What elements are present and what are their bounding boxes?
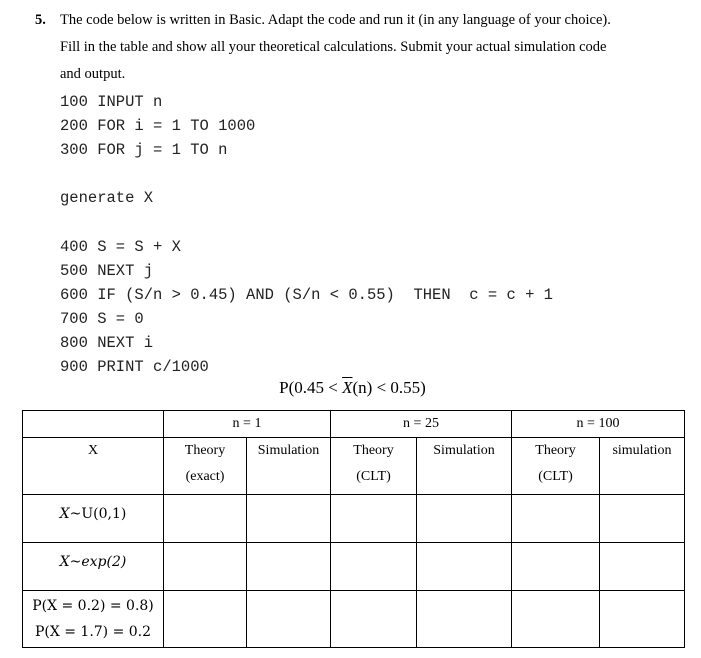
code-generate-line: generate X [60,189,154,207]
col-theory-clt-n25: Theory (CLT) [331,438,417,495]
question-line-2: Fill in the table and show all your theoretical calculations. Submit your actual simulation code [60,39,607,55]
answer-cell[interactable] [417,495,512,543]
table-row [23,495,685,543]
answer-cell[interactable] [417,591,512,648]
subheader-row [23,438,685,495]
answer-cell[interactable] [600,495,685,543]
answer-cell[interactable] [331,543,417,591]
group-header-row [23,411,685,438]
answer-cell[interactable] [512,495,600,543]
group-header-n1: n = 1 [164,411,331,438]
answer-cell[interactable] [512,543,600,591]
col-theory-exact-n1: Theory (exact) [164,438,247,495]
empty-corner-cell [23,411,164,438]
code-line: 400 S = S + X [60,238,181,256]
answer-cell[interactable] [331,495,417,543]
question-line-1: The code below is written in Basic. Adapt the code and run it (in any language of your choice). [60,12,611,28]
answer-cell[interactable] [164,543,247,591]
x-bar-symbol: $\overline{X}$ [342,378,353,397]
answer-cell[interactable] [417,543,512,591]
answer-cell[interactable] [331,591,417,648]
col-simulation-n100: simulation [600,438,685,495]
group-header-n25: n = 25 [331,411,512,438]
answer-cell[interactable] [600,543,685,591]
code-line: 500 NEXT j [60,262,154,280]
table-row [23,591,685,648]
table-row [23,543,685,591]
col-simulation-n25: Simulation [417,438,512,495]
probability-expression: $P(0.45 < \overline{X}(n) < 0.55)$ [279,378,426,397]
row-label-discrete: P(X = 0.2) = 0.8) P(X = 1.7) = 0.2 [23,591,164,648]
question-number: 5. [35,12,46,28]
answer-cell[interactable] [512,591,600,648]
code-line: 300 FOR j = 1 TO n [60,141,228,159]
x-column-header: X [23,438,164,495]
answer-cell[interactable] [600,591,685,648]
code-line: 600 IF (S/n > 0.45) AND (S/n < 0.55) THEN c = c + 1 [60,286,553,304]
answer-cell[interactable] [164,591,247,648]
row-label-uniform: X~U(0,1) [23,495,164,543]
question-line-3: and output. [60,66,126,82]
code-line: 700 S = 0 [60,310,144,328]
code-line: 800 NEXT i [60,334,154,352]
results-table [22,410,685,648]
answer-cell[interactable] [164,495,247,543]
answer-cell[interactable] [247,591,331,648]
answer-cell[interactable] [247,495,331,543]
answer-cell[interactable] [247,543,331,591]
code-line: 200 FOR i = 1 TO 1000 [60,117,256,135]
row-label-exponential: X~exp(2) [23,543,164,591]
code-line: 900 PRINT c/1000 [60,358,209,376]
code-line: 100 INPUT n [60,93,163,111]
group-header-n100: n = 100 [512,411,685,438]
col-simulation-n1: Simulation [247,438,331,495]
col-theory-clt-n100: Theory (CLT) [512,438,600,495]
